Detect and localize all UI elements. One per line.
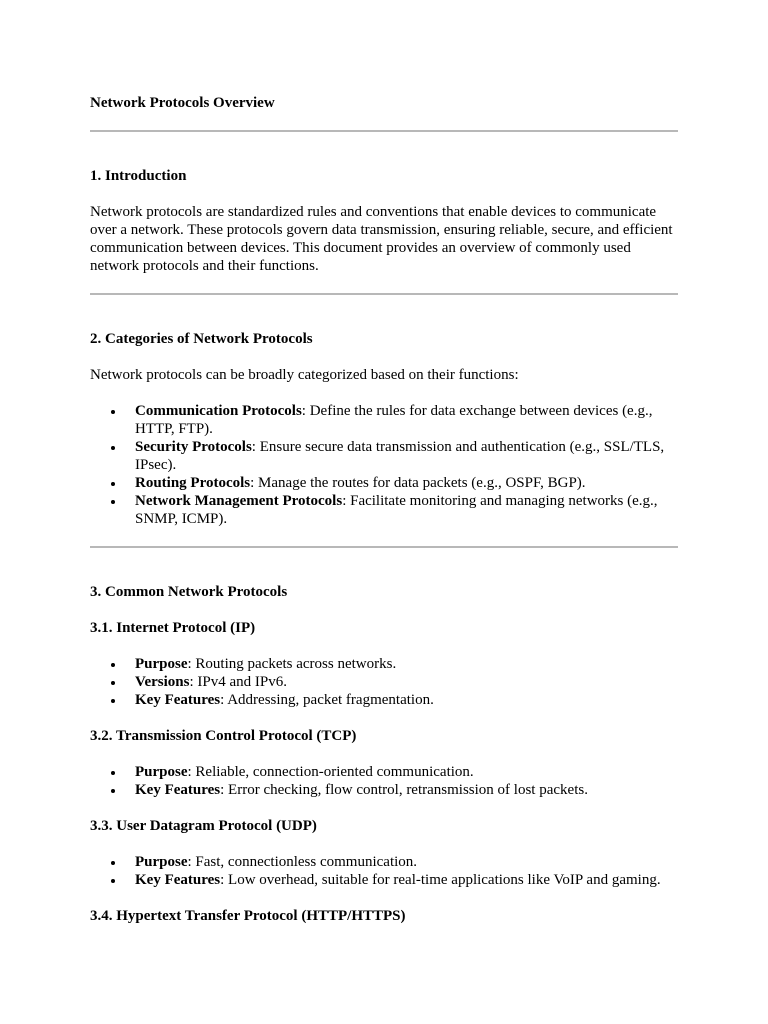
section-heading-common-protocols: 3. Common Network Protocols <box>90 584 288 600</box>
list-item-term: Key Features <box>135 692 221 708</box>
section-divider <box>90 130 678 132</box>
introduction-paragraph: Network protocols are standardized rules and conventions that enable devices to communicate over a network. These protocols govern data transmission, ensuring reliable, secure, and efficient communication between devices. This document provides an overview of commonly used network protocols and their functions. <box>90 204 673 274</box>
section-divider <box>90 546 678 548</box>
ip-list <box>90 655 678 709</box>
tcp-list <box>90 763 678 799</box>
list-item-term: Purpose <box>135 764 188 780</box>
list-item <box>135 871 678 889</box>
subsection-heading-http: 3.4. Hypertext Transfer Protocol (HTTP/HTTPS) <box>90 908 406 924</box>
list-item-description: : Manage the routes for data packets (e.g., OSPF, BGP). <box>250 475 586 491</box>
list-item-term: Communication Protocols <box>135 403 302 419</box>
list-item <box>135 474 678 492</box>
list-item-description: : Routing packets across networks. <box>187 656 397 672</box>
list-item <box>135 655 678 673</box>
list-item-description: : Define the rules for data exchange between devices (e.g., HTTP, FTP). <box>135 403 653 437</box>
list-item <box>135 673 678 691</box>
subsection-heading-tcp: 3.2. Transmission Control Protocol (TCP) <box>90 728 357 744</box>
list-item-description: : IPv4 and IPv6. <box>189 674 287 690</box>
document-title: Network Protocols Overview <box>90 95 275 111</box>
list-item-description: : Ensure secure data transmission and authentication (e.g., SSL/TLS, IPsec). <box>135 439 665 473</box>
subsection-heading-ip: 3.1. Internet Protocol (IP) <box>90 620 256 636</box>
list-item-description: : Error checking, flow control, retransmission of lost packets. <box>220 782 588 798</box>
section-heading-categories: 2. Categories of Network Protocols <box>90 331 313 347</box>
list-item-description: : Reliable, connection-oriented communication. <box>187 764 474 780</box>
list-item-term: Security Protocols <box>135 439 252 455</box>
list-item <box>135 763 678 781</box>
list-item <box>135 781 678 799</box>
list-item-description: : Fast, connectionless communication. <box>187 854 418 870</box>
list-item-description: : Facilitate monitoring and managing networks (e.g., SNMP, ICMP). <box>135 493 658 527</box>
categories-list <box>90 402 678 528</box>
list-item-term: Key Features <box>135 782 221 798</box>
section-heading-introduction: 1. Introduction <box>90 168 187 184</box>
list-item <box>135 691 678 709</box>
list-item-term: Purpose <box>135 854 188 870</box>
list-item <box>135 402 678 438</box>
categories-paragraph: Network protocols can be broadly categorized based on their functions: <box>90 367 519 383</box>
list-item-term: Key Features <box>135 872 221 888</box>
list-item-term: Routing Protocols <box>135 475 251 491</box>
list-item <box>135 853 678 871</box>
section-divider <box>90 293 678 295</box>
subsection-heading-udp: 3.3. User Datagram Protocol (UDP) <box>90 818 317 834</box>
list-item-term: Versions <box>135 674 190 690</box>
list-item <box>135 492 678 528</box>
list-item-term: Purpose <box>135 656 188 672</box>
list-item-description: : Addressing, packet fragmentation. <box>220 692 434 708</box>
udp-list <box>90 853 678 889</box>
list-item-description: : Low overhead, suitable for real-time applications like VoIP and gaming. <box>220 872 661 888</box>
list-item-term: Network Management Protocols <box>135 493 343 509</box>
list-item <box>135 438 678 474</box>
